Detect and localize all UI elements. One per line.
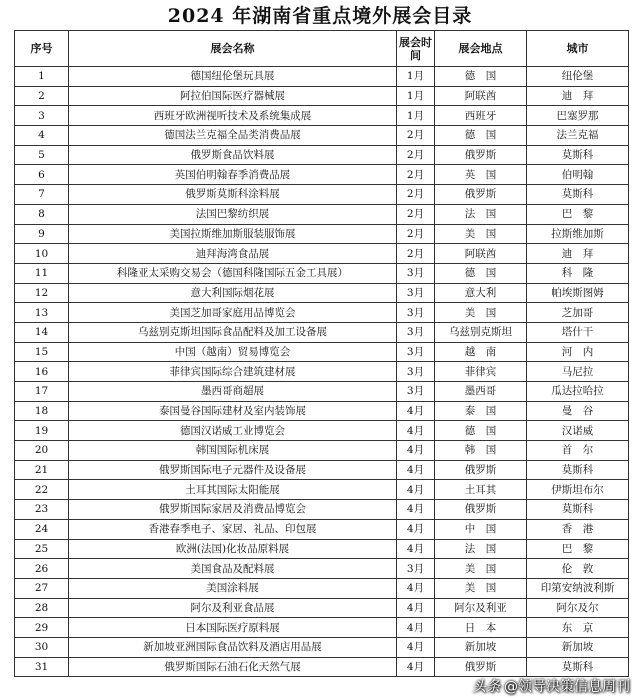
table-row <box>15 263 629 283</box>
table-row <box>15 460 629 480</box>
cell-time: 3月 <box>397 303 435 323</box>
table-row <box>15 421 629 441</box>
table-row <box>15 618 629 638</box>
cell-city: 莫斯科 <box>527 185 629 205</box>
cell-name: 香港春季电子、家居、礼品、印包展 <box>69 519 397 539</box>
table-row <box>15 145 629 165</box>
cell-no: 18 <box>15 401 69 421</box>
cell-city: 法兰克福 <box>527 126 629 146</box>
table-row <box>15 598 629 618</box>
cell-place: 英 国 <box>435 165 527 185</box>
table-row <box>15 322 629 342</box>
cell-city: 迪 拜 <box>527 86 629 106</box>
table-row <box>15 303 629 323</box>
cell-no: 5 <box>15 145 69 165</box>
cell-place: 法 国 <box>435 539 527 559</box>
cell-no: 9 <box>15 224 69 244</box>
cell-name: 欧洲(法国)化妆品原料展 <box>69 539 397 559</box>
cell-city: 首 尔 <box>527 441 629 461</box>
cell-city: 莫斯科 <box>527 145 629 165</box>
cell-place: 乌兹别克斯坦 <box>435 322 527 342</box>
cell-city: 莫斯科 <box>527 657 629 677</box>
cell-place: 美 国 <box>435 224 527 244</box>
cell-place: 俄罗斯 <box>435 145 527 165</box>
cell-name: 德国纽伦堡玩具展 <box>69 67 397 87</box>
header-place: 展会地点 <box>435 31 527 67</box>
cell-name: 德国汉诺威工业博览会 <box>69 421 397 441</box>
cell-time: 3月 <box>397 559 435 579</box>
cell-no: 19 <box>15 421 69 441</box>
cell-time: 2月 <box>397 165 435 185</box>
cell-name: 乌兹别克斯坦国际食品配料及加工设备展 <box>69 322 397 342</box>
cell-time: 4月 <box>397 480 435 500</box>
cell-name: 迪拜海湾食品展 <box>69 244 397 264</box>
cell-time: 4月 <box>397 598 435 618</box>
table-body <box>15 67 629 677</box>
cell-time: 3月 <box>397 342 435 362</box>
cell-city: 巴 黎 <box>527 539 629 559</box>
table-row <box>15 185 629 205</box>
table-row <box>15 657 629 677</box>
cell-time: 4月 <box>397 637 435 657</box>
cell-no: 10 <box>15 244 69 264</box>
cell-no: 25 <box>15 539 69 559</box>
cell-time: 4月 <box>397 500 435 520</box>
cell-city: 瓜达拉哈拉 <box>527 382 629 402</box>
cell-time: 4月 <box>397 657 435 677</box>
cell-no: 27 <box>15 578 69 598</box>
cell-place: 俄罗斯 <box>435 500 527 520</box>
cell-city: 拉斯维加斯 <box>527 224 629 244</box>
cell-name: 土耳其国际太阳能展 <box>69 480 397 500</box>
cell-place: 德 国 <box>435 67 527 87</box>
cell-place: 德 国 <box>435 126 527 146</box>
cell-city: 阿尔及尔 <box>527 598 629 618</box>
cell-place: 德 国 <box>435 263 527 283</box>
cell-place: 新加坡 <box>435 637 527 657</box>
cell-no: 21 <box>15 460 69 480</box>
cell-place: 美 国 <box>435 303 527 323</box>
table-row <box>15 480 629 500</box>
table-row <box>15 441 629 461</box>
cell-place: 俄罗斯 <box>435 185 527 205</box>
table-row <box>15 224 629 244</box>
header-name: 展会名称 <box>69 31 397 67</box>
cell-no: 13 <box>15 303 69 323</box>
cell-place: 俄罗斯 <box>435 657 527 677</box>
cell-city: 河 内 <box>527 342 629 362</box>
cell-time: 2月 <box>397 244 435 264</box>
cell-no: 6 <box>15 165 69 185</box>
cell-name: 墨西哥商超展 <box>69 382 397 402</box>
cell-time: 3月 <box>397 283 435 303</box>
cell-name: 意大利国际烟花展 <box>69 283 397 303</box>
cell-no: 20 <box>15 441 69 461</box>
cell-name: 科隆亚太采购交易会（德国科隆国际五金工具展） <box>69 263 397 283</box>
cell-place: 日 本 <box>435 618 527 638</box>
cell-no: 3 <box>15 106 69 126</box>
cell-no: 12 <box>15 283 69 303</box>
cell-name: 新加坡亚洲国际食品饮料及酒店用品展 <box>69 637 397 657</box>
cell-place: 美 国 <box>435 559 527 579</box>
cell-time: 1月 <box>397 67 435 87</box>
cell-city: 莫斯科 <box>527 500 629 520</box>
cell-no: 17 <box>15 382 69 402</box>
cell-place: 土耳其 <box>435 480 527 500</box>
cell-time: 4月 <box>397 618 435 638</box>
cell-time: 4月 <box>397 421 435 441</box>
cell-city: 芝加哥 <box>527 303 629 323</box>
table-row <box>15 106 629 126</box>
cell-no: 14 <box>15 322 69 342</box>
table-row <box>15 519 629 539</box>
cell-city: 印第安纳波利斯 <box>527 578 629 598</box>
cell-no: 8 <box>15 204 69 224</box>
cell-place: 越 南 <box>435 342 527 362</box>
cell-place: 阿尔及利亚 <box>435 598 527 618</box>
cell-name: 阿尔及利亚食品展 <box>69 598 397 618</box>
table-row <box>15 283 629 303</box>
table-row <box>15 126 629 146</box>
cell-place: 阿联酋 <box>435 244 527 264</box>
cell-city: 伦 敦 <box>527 559 629 579</box>
cell-no: 31 <box>15 657 69 677</box>
cell-no: 22 <box>15 480 69 500</box>
cell-place: 墨西哥 <box>435 382 527 402</box>
cell-time: 2月 <box>397 185 435 205</box>
cell-name: 泰国曼谷国际建材及室内装饰展 <box>69 401 397 421</box>
cell-no: 24 <box>15 519 69 539</box>
cell-time: 4月 <box>397 401 435 421</box>
cell-place: 德 国 <box>435 421 527 441</box>
header-city: 城市 <box>527 31 629 67</box>
cell-name: 俄罗斯食品饮料展 <box>69 145 397 165</box>
exhibition-table <box>14 30 629 677</box>
cell-name: 法国巴黎纺织展 <box>69 204 397 224</box>
cell-no: 23 <box>15 500 69 520</box>
cell-place: 菲律宾 <box>435 362 527 382</box>
cell-city: 香 港 <box>527 519 629 539</box>
cell-city: 巴塞罗那 <box>527 106 629 126</box>
table-row <box>15 578 629 598</box>
cell-city: 塔什干 <box>527 322 629 342</box>
header-no: 序号 <box>15 31 69 67</box>
cell-place: 阿联酋 <box>435 86 527 106</box>
cell-place: 中 国 <box>435 519 527 539</box>
table-row <box>15 401 629 421</box>
cell-city: 纽伦堡 <box>527 67 629 87</box>
cell-name: 德国法兰克福全品类消费品展 <box>69 126 397 146</box>
cell-time: 3月 <box>397 322 435 342</box>
cell-name: 日本国际医疗原料展 <box>69 618 397 638</box>
watermark-handle: @领导决策信息周刊 <box>504 679 630 695</box>
cell-place: 韩 国 <box>435 441 527 461</box>
cell-time: 2月 <box>397 204 435 224</box>
watermark-logo: 头条 <box>472 679 500 695</box>
cell-time: 4月 <box>397 441 435 461</box>
cell-city: 马尼拉 <box>527 362 629 382</box>
cell-time: 3月 <box>397 382 435 402</box>
cell-name: 西班牙欧洲视听技术及系统集成展 <box>69 106 397 126</box>
cell-city: 帕埃斯图姆 <box>527 283 629 303</box>
cell-city: 曼 谷 <box>527 401 629 421</box>
cell-name: 美国芝加哥家庭用品博览会 <box>69 303 397 323</box>
cell-no: 26 <box>15 559 69 579</box>
cell-name: 美国拉斯维加斯服装服饰展 <box>69 224 397 244</box>
table-row <box>15 86 629 106</box>
cell-no: 30 <box>15 637 69 657</box>
cell-name: 美国涂料展 <box>69 578 397 598</box>
cell-name: 俄罗斯国际石油石化天然气展 <box>69 657 397 677</box>
table-row <box>15 244 629 264</box>
cell-name: 俄罗斯国际家居及消费品博览会 <box>69 500 397 520</box>
cell-place: 俄罗斯 <box>435 460 527 480</box>
cell-name: 俄罗斯莫斯科涂料展 <box>69 185 397 205</box>
cell-city: 迪 拜 <box>527 244 629 264</box>
cell-name: 美国食品及配料展 <box>69 559 397 579</box>
cell-time: 1月 <box>397 86 435 106</box>
cell-time: 3月 <box>397 263 435 283</box>
cell-place: 西班牙 <box>435 106 527 126</box>
cell-time: 3月 <box>397 362 435 382</box>
table-row <box>15 637 629 657</box>
table-row <box>15 342 629 362</box>
cell-no: 29 <box>15 618 69 638</box>
cell-city: 莫斯科 <box>527 460 629 480</box>
cell-time: 2月 <box>397 224 435 244</box>
table-row <box>15 382 629 402</box>
cell-city: 东 京 <box>527 618 629 638</box>
table-header-row <box>15 31 629 67</box>
cell-no: 11 <box>15 263 69 283</box>
cell-time: 4月 <box>397 578 435 598</box>
table-row <box>15 559 629 579</box>
cell-city: 伯明翰 <box>527 165 629 185</box>
table-row <box>15 539 629 559</box>
cell-name: 中国（越南）贸易博览会 <box>69 342 397 362</box>
table-row <box>15 165 629 185</box>
cell-name: 韩国国际机床展 <box>69 441 397 461</box>
cell-name: 英国伯明翰春季消费品展 <box>69 165 397 185</box>
cell-no: 7 <box>15 185 69 205</box>
cell-place: 泰 国 <box>435 401 527 421</box>
cell-time: 4月 <box>397 519 435 539</box>
cell-time: 4月 <box>397 460 435 480</box>
cell-time: 2月 <box>397 145 435 165</box>
cell-no: 28 <box>15 598 69 618</box>
cell-place: 法 国 <box>435 204 527 224</box>
cell-city: 科 隆 <box>527 263 629 283</box>
cell-name: 阿拉伯国际医疗器械展 <box>69 86 397 106</box>
cell-place: 美 国 <box>435 578 527 598</box>
table-row <box>15 362 629 382</box>
table-row <box>15 204 629 224</box>
cell-time: 1月 <box>397 106 435 126</box>
page-title: 2024 年湖南省重点境外展会目录 <box>167 5 473 27</box>
cell-city: 汉诺威 <box>527 421 629 441</box>
cell-no: 15 <box>15 342 69 362</box>
header-time: 展会时间 <box>397 31 435 67</box>
watermark <box>472 676 630 696</box>
cell-city: 新加坡 <box>527 637 629 657</box>
cell-place: 意大利 <box>435 283 527 303</box>
table-row <box>15 500 629 520</box>
cell-no: 4 <box>15 126 69 146</box>
cell-name: 菲律宾国际综合建筑建材展 <box>69 362 397 382</box>
cell-city: 伊斯坦布尔 <box>527 480 629 500</box>
cell-no: 2 <box>15 86 69 106</box>
cell-no: 1 <box>15 67 69 87</box>
cell-city: 巴 黎 <box>527 204 629 224</box>
table-row <box>15 67 629 87</box>
cell-name: 俄罗斯国际电子元器件及设备展 <box>69 460 397 480</box>
cell-no: 16 <box>15 362 69 382</box>
cell-time: 2月 <box>397 126 435 146</box>
cell-time: 4月 <box>397 539 435 559</box>
